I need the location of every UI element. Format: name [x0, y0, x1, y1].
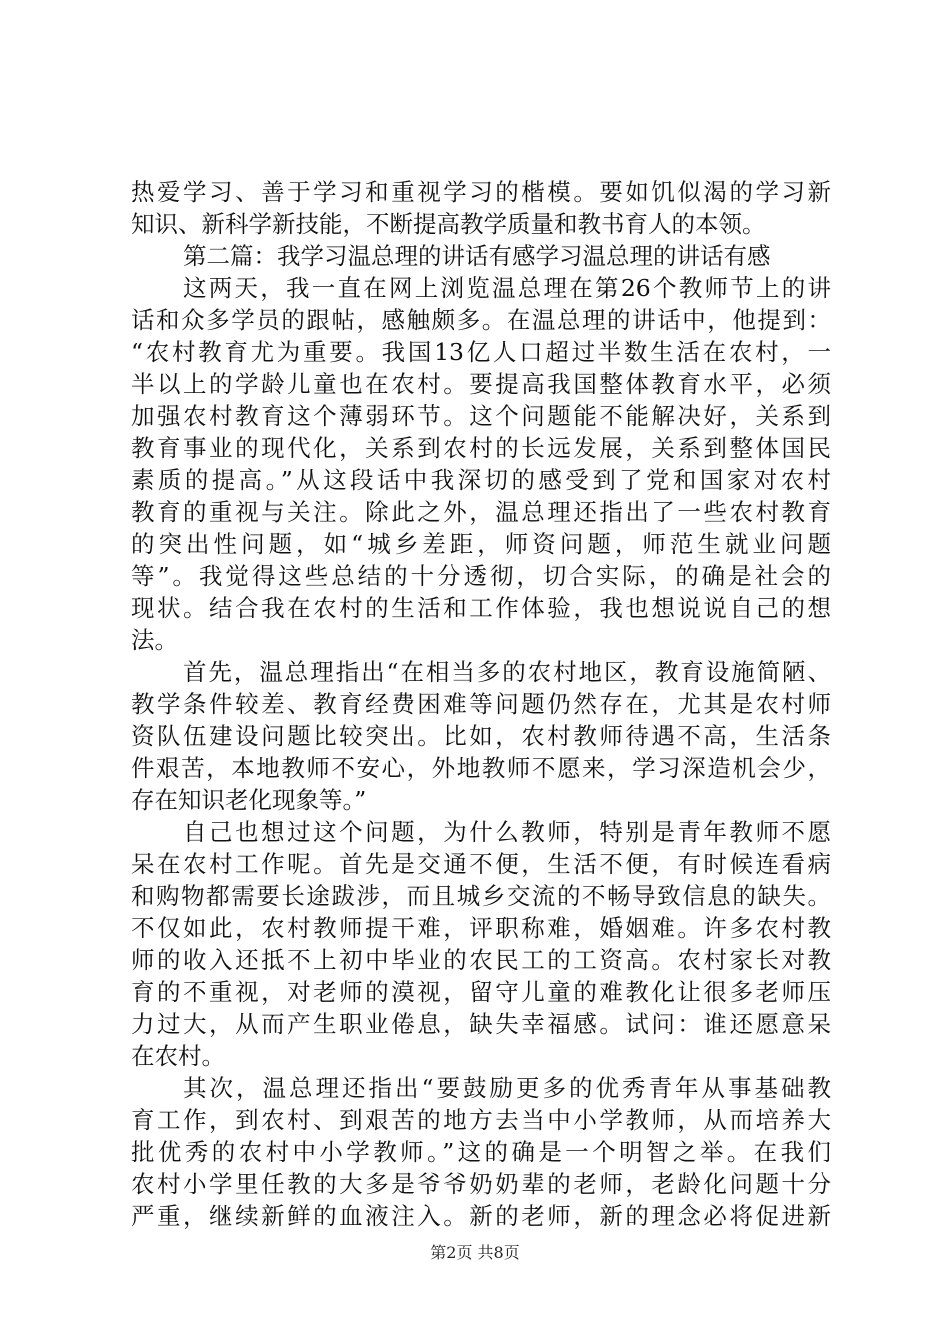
text-line: 知识、新科学新技能，不断提高教学质量和教书育人的本领。 — [131, 210, 766, 238]
page-footer: 第2页 共8页 — [430, 1243, 520, 1262]
text-line: 在农村。 — [131, 1042, 225, 1070]
text-line: 和购物都需要长途跋涉，而且城乡交流的不畅导致信息的缺失。 — [131, 882, 831, 910]
text-line: 其次，温总理还指出“要鼓励更多的优秀青年从事基础教 — [183, 1074, 831, 1102]
text-line: 件艰苦，本地教师不安心，外地教师不愿来，学习深造机会少， — [131, 754, 831, 782]
text-line: 育工作，到农村、到艰苦的地方去当中小学教师，从而培养大 — [131, 1106, 831, 1134]
text-line: 第二篇：我学习温总理的讲话有感学习温总理的讲话有感 — [183, 242, 771, 270]
text-line: 力过大，从而产生职业倦息，缺失幸福感。试问：谁还愿意呆 — [131, 1010, 831, 1038]
text-line: 现状。结合我在农村的生活和工作体验，我也想说说自己的想 — [131, 594, 831, 622]
document-body — [131, 176, 831, 1232]
text-line: 自己也想过这个问题，为什么教师，特别是青年教师不愿 — [183, 818, 831, 846]
text-line: “农村教育尤为重要。我国13亿人口超过半数生活在农村，一 — [131, 338, 831, 366]
text-line: 存在知识老化现象等。” — [131, 786, 367, 814]
text-line: 育的不重视，对老师的漠视，留守儿童的难教化让很多老师压 — [131, 978, 831, 1006]
text-line: 师的收入还抵不上初中毕业的农民工的工资高。农村家长对教 — [131, 946, 831, 974]
text-line: 法。 — [131, 626, 178, 654]
text-line: 不仅如此，农村教师提干难，评职称难，婚姻难。许多农村教 — [131, 914, 831, 942]
text-line: 首先，温总理指出“在相当多的农村地区，教育设施简陋、 — [183, 658, 831, 686]
text-line: 话和众多学员的跟帖，感触颇多。在温总理的讲话中，他提到： — [131, 306, 831, 334]
text-line: 资队伍建设问题比较突出。比如，农村教师待遇不高，生活条 — [131, 722, 831, 750]
text-line: 热爱学习、善于学习和重视学习的楷模。要如饥似渴的学习新 — [131, 178, 831, 206]
text-line: 农村小学里任教的大多是爷爷奶奶辈的老师，老龄化问题十分 — [131, 1170, 831, 1198]
text-line: 呆在农村工作呢。首先是交通不便，生活不便，有时候连看病 — [131, 850, 831, 878]
text-line: 这两天，我一直在网上浏览温总理在第26个教师节上的讲 — [183, 274, 831, 302]
text-line: 教育事业的现代化，关系到农村的长远发展，关系到整体国民 — [131, 434, 831, 462]
text-line: 的突出性问题，如“城乡差距，师资问题，师范生就业问题 — [131, 530, 831, 558]
text-line: 加强农村教育这个薄弱环节。这个问题能不能解决好，关系到 — [131, 402, 831, 430]
text-line: 教育的重视与关注。除此之外，温总理还指出了一些农村教育 — [131, 498, 831, 526]
text-line: 教学条件较差、教育经费困难等问题仍然存在，尤其是农村师 — [131, 690, 831, 718]
text-line: 等”。我觉得这些总结的十分透彻，切合实际，的确是社会的 — [131, 562, 831, 590]
text-line: 批优秀的农村中小学教师。”这的确是一个明智之举。在我们 — [131, 1138, 831, 1166]
text-line: 半以上的学龄儿童也在农村。要提高我国整体教育水平，必须 — [131, 370, 831, 398]
text-line: 素质的提高。”从这段话中我深切的感受到了党和国家对农村 — [131, 466, 831, 494]
text-line: 严重，继续新鲜的血液注入。新的老师，新的理念必将促进新 — [131, 1202, 831, 1230]
